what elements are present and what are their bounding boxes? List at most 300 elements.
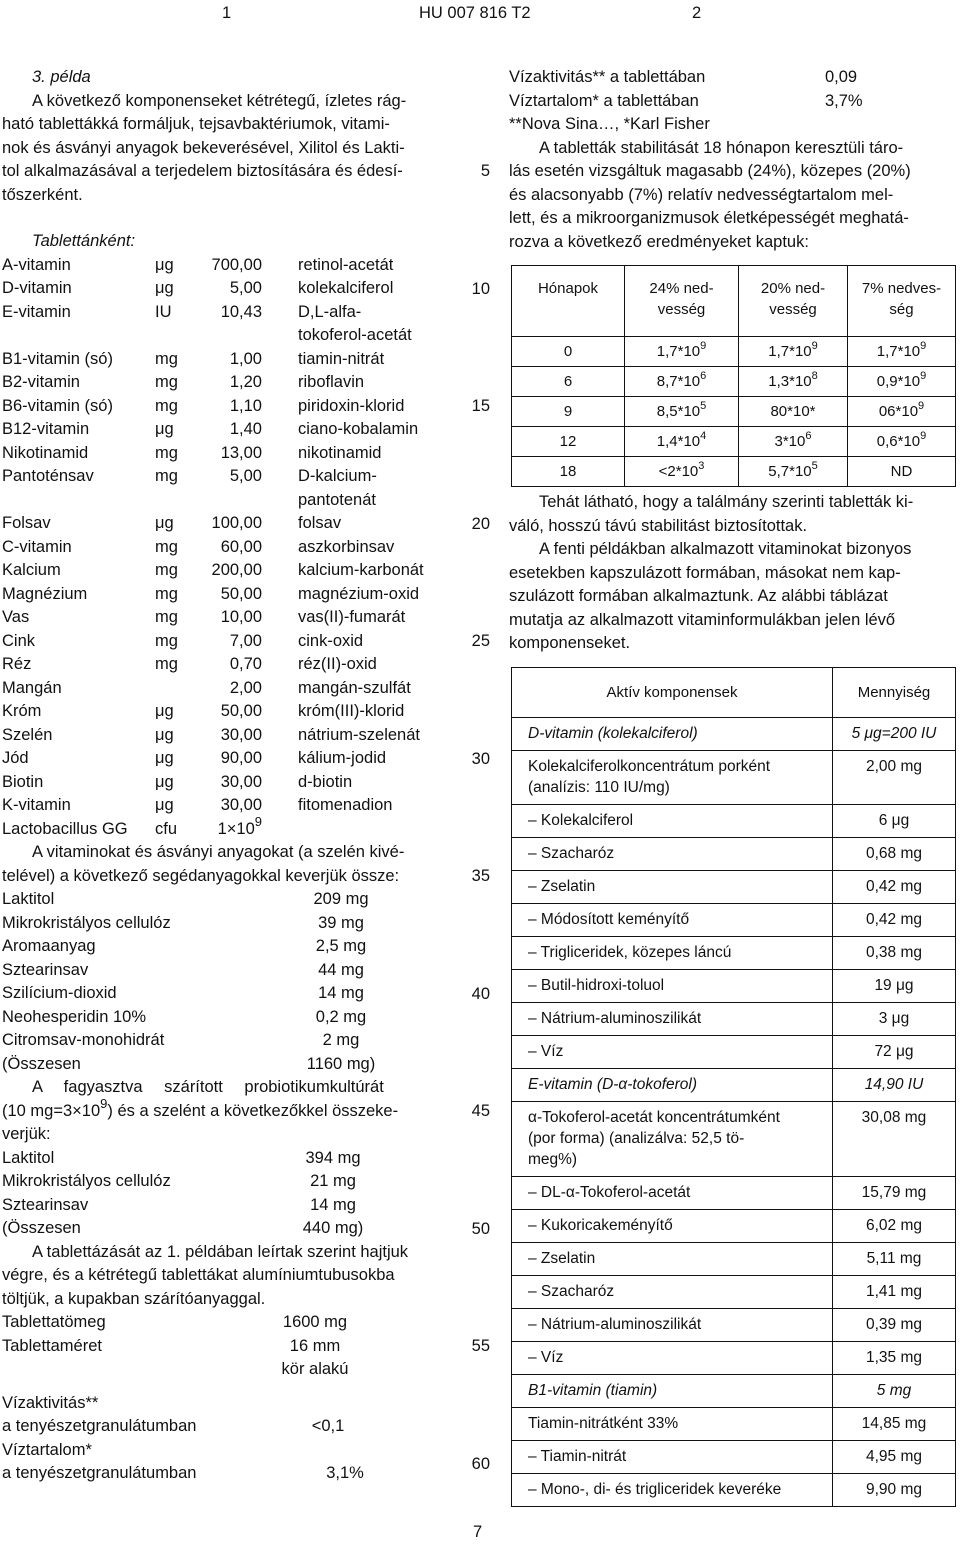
- table-row: [512, 397, 956, 427]
- vitamin-name: A-vitamin: [2, 255, 71, 274]
- tablet-text: töltjük, a kupakban szárítóanyaggal.: [2, 1289, 266, 1308]
- viability-exponent: 3: [698, 460, 705, 472]
- vitamin-name: K-vitamin: [2, 796, 71, 814]
- per-tablet-label: Tablettánként:: [32, 232, 136, 250]
- excipient-amount: 14 mg: [310, 1195, 356, 1214]
- excipient-amount: 1160 mg): [306, 1054, 376, 1073]
- excipient-amount: 2 mg: [322, 1031, 360, 1049]
- example-title: 3. példa: [32, 68, 91, 86]
- line-number: 45: [471, 1102, 490, 1120]
- vitamin-amount: 13,00: [220, 443, 262, 462]
- vitamin-unit: μg: [155, 725, 174, 744]
- vitamin-row: [2, 301, 478, 325]
- left-column: [2, 66, 478, 1486]
- stability-text: lett, és a mikroorganizmusok életképességét meghatá-: [509, 209, 909, 227]
- table-row: [512, 1177, 956, 1210]
- viability-cell: [739, 427, 848, 457]
- table-row: [512, 1375, 956, 1408]
- component-quantity: 1,41 mg: [833, 1276, 956, 1309]
- vitamin-row: [2, 653, 478, 677]
- vitamin-name: E-vitamin: [2, 302, 71, 321]
- right-column-lower: [509, 491, 957, 656]
- excipient-row: [2, 1217, 478, 1241]
- viability-cell: [625, 337, 739, 367]
- vitamin-unit: μg: [155, 279, 174, 297]
- vitamin-form: piridoxin-klorid: [298, 396, 405, 415]
- component-name: – Víz: [528, 1043, 564, 1060]
- component-name: – Tiamin-nitrát: [528, 1448, 627, 1465]
- table-row: [512, 838, 956, 871]
- component-name: – Mono-, di- és trigliceridek keveréke: [528, 1481, 782, 1498]
- table-row: [512, 367, 956, 397]
- component-quantity: 0,68 mg: [833, 838, 956, 871]
- vitamin-amount: 700,00: [211, 255, 262, 274]
- vitamin-form: folsav: [298, 514, 342, 532]
- vitamin-amount: 50,00: [220, 584, 262, 603]
- component-quantity: 3 μg: [833, 1003, 956, 1036]
- vitamin-name: B1-vitamin (só): [2, 349, 113, 368]
- component-name-cell: [512, 937, 833, 970]
- header-months: Hónapok: [512, 266, 625, 337]
- component-name-cell: [512, 1069, 833, 1102]
- vitamin-form: kálium-jodid: [298, 749, 387, 767]
- lacto-amount: $1\times 10^9$: [217, 814, 262, 838]
- viability-value: 8,5*10: [656, 403, 701, 420]
- table-row: [512, 751, 956, 805]
- vitamin-form: réz(II)-oxid: [298, 655, 377, 673]
- excipient-amount: 209 mg: [313, 890, 369, 908]
- table-row: [512, 427, 956, 457]
- tablet-text: A tablettázását az 1. példában leírtak szerint hajtjuk: [32, 1242, 409, 1261]
- vitamin-form: tiamin-nitrát: [298, 349, 385, 368]
- excipient-name: Sztearinsav: [2, 1195, 89, 1214]
- vitamin-unit: μg: [155, 749, 174, 767]
- line-number: 60: [471, 1454, 490, 1473]
- component-name: – Módosított keményítő: [528, 911, 690, 928]
- excipient-row: [2, 935, 478, 959]
- vitamin-name: B12-vitamin: [2, 420, 90, 438]
- excipient-name: (Összesen: [2, 1054, 81, 1073]
- line-number: 5: [480, 162, 490, 180]
- table-header-row: [512, 668, 956, 718]
- vitamin-row: [2, 700, 478, 724]
- vitamin-form: mangán-szulfát: [298, 678, 411, 697]
- vitamin-row: [2, 536, 478, 560]
- vitamin-form: riboflavin: [298, 373, 365, 391]
- viability-cell: [848, 337, 956, 367]
- viability-exponent: 5: [811, 460, 818, 472]
- vitamin-row: [2, 583, 478, 607]
- excipient-name: Laktitol: [2, 1148, 55, 1167]
- vitamin-form: króm(III)-klorid: [298, 702, 405, 720]
- line-number: 10: [471, 279, 490, 298]
- mix-text: telével) a következő segédanyagokkal keverjük össze:: [2, 866, 400, 885]
- component-name: B1-vitamin (tiamin): [528, 1382, 658, 1399]
- vitamin-amount: 200,00: [211, 561, 262, 579]
- excipient-name: Neohesperidin 10%: [2, 1007, 147, 1026]
- month-cell: 9: [512, 397, 625, 427]
- excipient-name: Mikrokristályos cellulóz: [2, 1172, 171, 1190]
- vitamin-row: [2, 724, 478, 748]
- table-row: [512, 1441, 956, 1474]
- viability-value: 1,7*10: [876, 343, 921, 360]
- vitamin-name: B6-vitamin (só): [2, 396, 113, 415]
- table-row: [512, 1069, 956, 1102]
- viability-value: 1,7*10: [656, 343, 701, 360]
- right-wc-row: Víztartalom* a tablettában 3,7%: [509, 91, 863, 110]
- vitamin-unit: μg: [155, 255, 174, 274]
- page-header: [0, 2, 960, 26]
- viability-cell: [625, 397, 739, 427]
- vitamin-name: Magnézium: [2, 584, 88, 603]
- lacto-name: Lactobacillus GG: [2, 819, 128, 838]
- viability-exponent: 9: [918, 400, 925, 412]
- stability-text: lás esetén vizsgáltuk magasabb (24%), közepes (20%): [509, 162, 911, 180]
- vitamin-unit: μg: [155, 514, 174, 532]
- viability-cell: [625, 427, 739, 457]
- vitamin-name: Réz: [2, 655, 32, 673]
- vitamin-name: Cink: [2, 631, 36, 650]
- vitamin-unit: μg: [155, 702, 174, 720]
- excipient-amount: 14 mg: [318, 984, 364, 1002]
- vitamin-form: nikotinamid: [298, 443, 382, 462]
- viability-value: 1,4*10: [656, 433, 701, 450]
- table-row: [512, 718, 956, 751]
- component-quantity: 0,42 mg: [833, 871, 956, 904]
- components-table: [511, 667, 956, 1507]
- component-quantity: 6,02 mg: [833, 1210, 956, 1243]
- vitamin-row: [2, 771, 478, 795]
- line-number: 25: [471, 632, 490, 650]
- table-row: [512, 1210, 956, 1243]
- vitamin-form: d-biotin: [298, 772, 353, 791]
- component-name-cell: [512, 970, 833, 1003]
- component-name-cell: [512, 1408, 833, 1441]
- vitamin-row: [2, 677, 478, 701]
- intro-line: A következő komponenseket kétrétegű, ízletes rág-: [32, 91, 407, 110]
- freeze-text: A fagyasztva szárított probiotikumkultúrát: [32, 1078, 384, 1096]
- vitamin-name: Szelén: [2, 725, 53, 744]
- intro-line: ható tablettákká formáljuk, tejsavbaktériumok, vitami-: [2, 115, 390, 133]
- table-row: [512, 1474, 956, 1507]
- viability-value: 8,7*10: [656, 373, 701, 390]
- viability-cell: [848, 457, 956, 487]
- component-name: – Trigliceridek, közepes láncú: [528, 944, 732, 961]
- table-row: [512, 1102, 956, 1177]
- component-name: – Zselatin: [528, 1250, 596, 1267]
- month-cell: 0: [512, 337, 625, 367]
- line-number: 50: [471, 1219, 490, 1238]
- component-quantity: 14,90 IU: [833, 1069, 956, 1102]
- vitamin-form: magnézium-oxid: [298, 584, 420, 603]
- component-quantity: 0,42 mg: [833, 904, 956, 937]
- wa-label-row: Vízaktivitás**: [2, 1393, 99, 1412]
- component-name-cell: [512, 1342, 833, 1375]
- viability-cell: [848, 427, 956, 457]
- excipient-name: Mikrokristályos cellulóz: [2, 913, 171, 932]
- line-number: 35: [471, 867, 490, 885]
- vitamin-name: D-vitamin: [2, 279, 72, 297]
- component-name-cell: [512, 1177, 833, 1210]
- component-name: – Nátrium-aluminoszilikát: [528, 1316, 702, 1333]
- component-name: – DL-α-Tokoferol-acetát: [528, 1184, 691, 1201]
- component-name: Kolekalciferolkoncentrátum porként: [528, 758, 771, 775]
- component-name-cell: [512, 805, 833, 838]
- table-row: [512, 1036, 956, 1069]
- lacto-row: [2, 814, 478, 842]
- viability-cell: [739, 397, 848, 427]
- viability-value: 1,3*10: [768, 373, 812, 390]
- component-name: Tiamin-nitrátként 33%: [528, 1415, 679, 1432]
- component-name: – Kukoricakeményítő: [528, 1217, 673, 1234]
- components-table-body: [512, 718, 956, 1507]
- viability-exponent: 9: [920, 430, 927, 442]
- table-row: [512, 970, 956, 1003]
- viability-value: 06*10: [878, 403, 919, 420]
- viability-cell: [848, 397, 956, 427]
- vitamin-row: [2, 794, 478, 818]
- right-column: [509, 66, 957, 254]
- component-name: – Kolekalciferol: [528, 812, 634, 829]
- excipient-row: [2, 888, 478, 912]
- vitamin-name: Nikotinamid: [2, 443, 89, 462]
- vitamin-row: [2, 371, 478, 395]
- vitamin-form: pantotenát: [298, 490, 376, 509]
- table-header-row: [512, 266, 956, 337]
- footnote: **Nova Sina…, *Karl Fisher: [509, 115, 710, 133]
- vitamin-form: retinol-acetát: [298, 255, 394, 274]
- viability-exponent: 8: [811, 370, 818, 382]
- vitamin-row: [2, 465, 478, 489]
- line-number: 40: [471, 984, 490, 1003]
- wa-row: a tenyészetgranulátumban <0,1: [2, 1417, 345, 1435]
- table-row: [512, 1309, 956, 1342]
- vitamin-unit: μg: [155, 420, 174, 438]
- tablet-size-row: Tablettaméret 16 mm: [2, 1336, 341, 1355]
- right-wa-row: Vízaktivitás** a tablettában 0,09: [509, 68, 858, 86]
- vitamin-name: Pantoténsav: [2, 467, 94, 485]
- viability-exponent: 5: [700, 400, 707, 412]
- line-number: 20: [471, 514, 490, 533]
- component-quantity: 4,95 mg: [833, 1441, 956, 1474]
- table-row: [512, 805, 956, 838]
- vitamin-unit: mg: [155, 631, 178, 650]
- vitamin-name: Vas: [2, 608, 30, 626]
- table-row: [512, 337, 956, 367]
- component-name-cell: [512, 1276, 833, 1309]
- tablet-text: végre, és a kétrétegű tablettákat alumíniumtubusokba: [2, 1266, 395, 1284]
- vitamin-unit: mg: [155, 561, 178, 579]
- component-name-cell: [512, 1036, 833, 1069]
- vitamin-name: B2-vitamin: [2, 373, 80, 391]
- viability-exponent: 9: [811, 340, 818, 352]
- component-quantity: 19 μg: [833, 970, 956, 1003]
- table-row: [512, 1003, 956, 1036]
- vitamin-unit: IU: [155, 302, 172, 321]
- header-24: 24% ned- vesség: [625, 266, 739, 337]
- header-20: 20% ned- vesség: [739, 266, 848, 337]
- intro-line: nok és ásványi anyagok bekeverésével, Xilitol és Lakti-: [2, 138, 405, 157]
- wc-row: a tenyészetgranulátumban 3,1%: [2, 1464, 364, 1482]
- component-name-cell: [512, 871, 833, 904]
- vitamin-form: aszkorbinsav: [298, 537, 395, 556]
- component-name-cell: [512, 1309, 833, 1342]
- capsule-text: A fenti példákban alkalmazott vitaminokat bizonyos: [539, 540, 912, 558]
- table-row: [512, 871, 956, 904]
- excipient-row: [2, 982, 478, 1006]
- excipient-name: Sztearinsav: [2, 960, 89, 979]
- vitamin-form-continued: [2, 324, 478, 348]
- vitamin-unit: mg: [155, 373, 178, 391]
- viability-value: <2*10: [658, 463, 699, 480]
- component-name: (por forma) (analizálva: 52,5 tö-: [528, 1130, 745, 1147]
- vitamin-form: cink-oxid: [298, 631, 364, 650]
- component-name: meg%): [528, 1151, 578, 1168]
- component-name: – Víz: [528, 1349, 564, 1366]
- vitamin-amount: 10,43: [220, 302, 262, 321]
- component-quantity: 30,08 mg: [833, 1102, 956, 1177]
- vitamin-amount: 5,00: [229, 279, 262, 297]
- stability-text: A tabletták stabilitását 18 hónapon keresztüli táro-: [539, 138, 904, 157]
- vitamin-form: ciano-kobalamin: [298, 420, 419, 438]
- stability-text: rozva a következő eredményeket kaptuk:: [509, 232, 809, 251]
- vitamin-amount: 1,00: [229, 349, 262, 368]
- vitamin-amount: 0,70: [229, 655, 262, 673]
- capsule-text: esetekben kapszulázott formában, másokat nem kap-: [509, 563, 901, 582]
- vitamin-amount: 7,00: [229, 631, 262, 650]
- vitamin-amount: 90,00: [220, 749, 262, 767]
- vitamin-unit: mg: [155, 396, 178, 415]
- component-name-cell: [512, 1243, 833, 1276]
- vitamin-list: [2, 254, 478, 818]
- vitamin-name: Króm: [2, 702, 42, 720]
- stability-table: [511, 265, 956, 487]
- vitamin-row: [2, 395, 478, 419]
- wc-label-row: Víztartalom*: [2, 1440, 92, 1459]
- excipient-name: (Összesen: [2, 1219, 81, 1237]
- component-quantity: 14,85 mg: [833, 1408, 956, 1441]
- component-name-cell: [512, 1003, 833, 1036]
- vitamin-amount: 10,00: [220, 608, 262, 626]
- capsule-text: komponenseket.: [509, 634, 631, 652]
- component-name-cell: [512, 1375, 833, 1408]
- freeze-text: (10 $mg=3\times 10^9$) és a szelént a következőkkel összeke-: [2, 1096, 399, 1120]
- vitamin-amount: 30,00: [220, 796, 262, 814]
- excipient-amount: 39 mg: [318, 913, 364, 932]
- viability-cell: [625, 367, 739, 397]
- vitamin-unit: mg: [155, 537, 178, 556]
- vitamin-amount: 5,00: [229, 467, 262, 485]
- table-row: [512, 457, 956, 487]
- stability-table-body: [512, 337, 956, 487]
- table-row: [512, 1408, 956, 1441]
- vitamin-form: D-kalcium-: [298, 467, 377, 485]
- component-quantity: 5 μg=200 IU: [833, 718, 956, 751]
- component-name: – Zselatin: [528, 878, 596, 895]
- table-row: [512, 904, 956, 937]
- component-name-cell: [512, 1210, 833, 1243]
- viability-exponent: 6: [805, 430, 812, 442]
- vitamin-amount: 1,40: [229, 420, 262, 438]
- viability-value: 1,7*10: [768, 343, 812, 360]
- viability-exponent: 4: [700, 430, 707, 442]
- vitamin-name: C-vitamin: [2, 537, 72, 556]
- vitamin-row: [2, 254, 478, 278]
- vitamin-row: [2, 442, 478, 466]
- vitamin-unit: mg: [155, 467, 178, 485]
- intro-line: tol alkalmazásával a terjedelem biztosítására és édesí-: [2, 162, 403, 180]
- vitamin-amount: 100,00: [211, 514, 262, 532]
- component-name-cell: [512, 838, 833, 871]
- viability-value: ND: [890, 463, 913, 480]
- excipient-row: [2, 1170, 478, 1194]
- vitamin-name: Jód: [2, 749, 29, 767]
- component-name-cell: [512, 1102, 833, 1177]
- vitamin-amount: 2,00: [229, 678, 262, 697]
- table-row: [512, 1342, 956, 1375]
- page-number: 7: [473, 1523, 483, 1541]
- excipient-row: [2, 1147, 478, 1171]
- vitamin-name: Biotin: [2, 772, 44, 791]
- viability-value: 80*10*: [770, 403, 816, 420]
- viability-cell: [625, 457, 739, 487]
- header-quantity: Mennyiség: [833, 668, 956, 718]
- component-name: (analízis: 110 IU/mg): [528, 779, 670, 796]
- component-quantity: 15,79 mg: [833, 1177, 956, 1210]
- month-cell: 18: [512, 457, 625, 487]
- excipient-amount: 440 mg): [302, 1219, 364, 1237]
- vitamin-form: vas(II)-fumarát: [298, 608, 406, 626]
- component-name-cell: [512, 1441, 833, 1474]
- component-name: E-vitamin (D-α-tokoferol): [528, 1076, 698, 1093]
- conclusion-text: váló, hosszú távú stabilitást biztosítottak.: [509, 516, 808, 535]
- component-name-cell: [512, 904, 833, 937]
- vitamin-name: Folsav: [2, 514, 51, 532]
- vitamin-row: [2, 348, 478, 372]
- vitamin-row: [2, 747, 478, 771]
- viability-cell: [739, 457, 848, 487]
- vitamin-unit: mg: [155, 655, 178, 673]
- vitamin-row: [2, 559, 478, 583]
- line-number: 30: [471, 749, 490, 768]
- tablet-mass-row: Tablettatömeg 1600 mg: [2, 1313, 348, 1331]
- vitamin-unit: mg: [155, 349, 178, 368]
- excipient-list-1: [2, 888, 478, 1076]
- excipient-row: [2, 1006, 478, 1030]
- mix-text: A vitaminokat és ásványi anyagokat (a szelén kivé-: [32, 843, 405, 861]
- component-name: – Szacharóz: [528, 845, 615, 862]
- vitamin-amount: 50,00: [220, 702, 262, 720]
- table-row: [512, 1276, 956, 1309]
- component-name: – Butil-hidroxi-toluol: [528, 977, 665, 994]
- component-quantity: 0,39 mg: [833, 1309, 956, 1342]
- excipient-name: Laktitol: [2, 890, 55, 908]
- component-name: α-Tokoferol-acetát koncentrátumként: [528, 1109, 780, 1126]
- excipient-name: Szilícium-dioxid: [2, 984, 117, 1002]
- viability-cell: [739, 367, 848, 397]
- component-name-cell: [512, 751, 833, 805]
- excipient-name: Citromsav-monohidrát: [2, 1031, 165, 1049]
- component-name: – Nátrium-aluminoszilikát: [528, 1010, 702, 1027]
- component-quantity: 5 mg: [833, 1375, 956, 1408]
- excipient-amount: 2,5 mg: [315, 937, 367, 955]
- line-number: 15: [471, 397, 490, 415]
- stability-text: és alacsonyabb (7%) relatív nedvességtartalom mel-: [509, 185, 894, 204]
- header-title: HU 007 816 T2: [419, 4, 531, 22]
- component-name: – Szacharóz: [528, 1283, 615, 1300]
- vitamin-row: [2, 512, 478, 536]
- capsule-text: szulázott formában alkalmaztunk. Az alábbi táblázat: [509, 587, 888, 605]
